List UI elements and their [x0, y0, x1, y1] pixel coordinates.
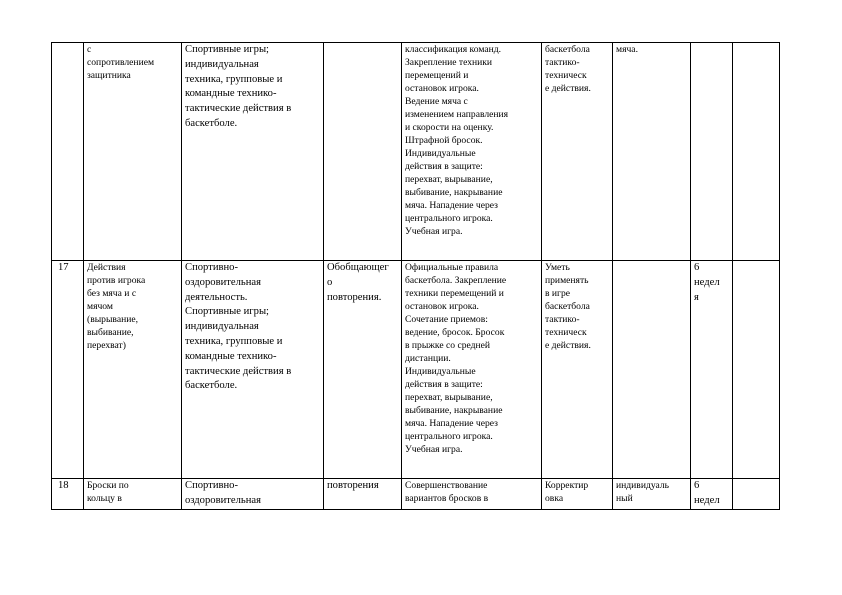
content-area-cell: Спортивно- оздоровительная [182, 479, 324, 510]
row-number-cell: 18 [52, 479, 84, 510]
lesson-plan-table [51, 42, 780, 510]
table-row [52, 43, 780, 261]
requirements-cell: Уметь применять в игре баскетбола тактико- техническ е действия. [542, 261, 613, 479]
control-cell: индивидуаль ный [613, 479, 691, 510]
week-cell: 6 недел я [691, 261, 733, 479]
control-cell [613, 261, 691, 479]
note-cell [733, 43, 780, 261]
week-cell: 6 недел [691, 479, 733, 510]
lesson-type-cell: Обобщающег о повторения. [324, 261, 402, 479]
table-row [52, 479, 780, 510]
topic-cell: Действия против игрока без мяча и с мячом (вырывание, выбивание, перехват) [84, 261, 182, 479]
elements-cell: классификация команд. Закрепление техники перемещений и остановок игрока. Ведение мяча с изменением направления и скорости на оценку. Штрафной бросок. Индивидуальные действия в защите: перехват, вырывание, выбивание, накрывание мяча. Нападение через центрального игрока. Учебная игра. [402, 43, 542, 261]
table-row [52, 261, 780, 479]
requirements-cell: Корректир овка [542, 479, 613, 510]
content-area-cell: Спортивные игры; индивидуальная техника, групповые и командные технико- тактические действия в баскетболе. [182, 43, 324, 261]
requirements-cell: баскетбола тактико- техническ е действия. [542, 43, 613, 261]
lesson-type-cell [324, 43, 402, 261]
topic-cell: Броски по кольцу в [84, 479, 182, 510]
lesson-type-cell: повторения [324, 479, 402, 510]
row-number-cell: 17 [52, 261, 84, 479]
content-area-cell: Спортивно- оздоровительная деятельность. Спортивные игры; индивидуальная техника, групповые и командные технико- тактические действия в баскетболе. [182, 261, 324, 479]
note-cell [733, 261, 780, 479]
week-cell [691, 43, 733, 261]
elements-cell: Совершенствование вариантов бросков в [402, 479, 542, 510]
elements-cell: Официальные правила баскетбола. Закрепление техники перемещений и остановок игрока. Сочетание приемов: ведение, бросок. Бросок в прыжке со средней дистанции. Индивидуальные действия в защите: перехват, вырывание, выбивание, накрывание мяча. Нападение через центрального игрока. Учебная игра. [402, 261, 542, 479]
control-cell: мяча. [613, 43, 691, 261]
row-number-cell [52, 43, 84, 261]
topic-cell: с сопротивлением защитника [84, 43, 182, 261]
note-cell [733, 479, 780, 510]
